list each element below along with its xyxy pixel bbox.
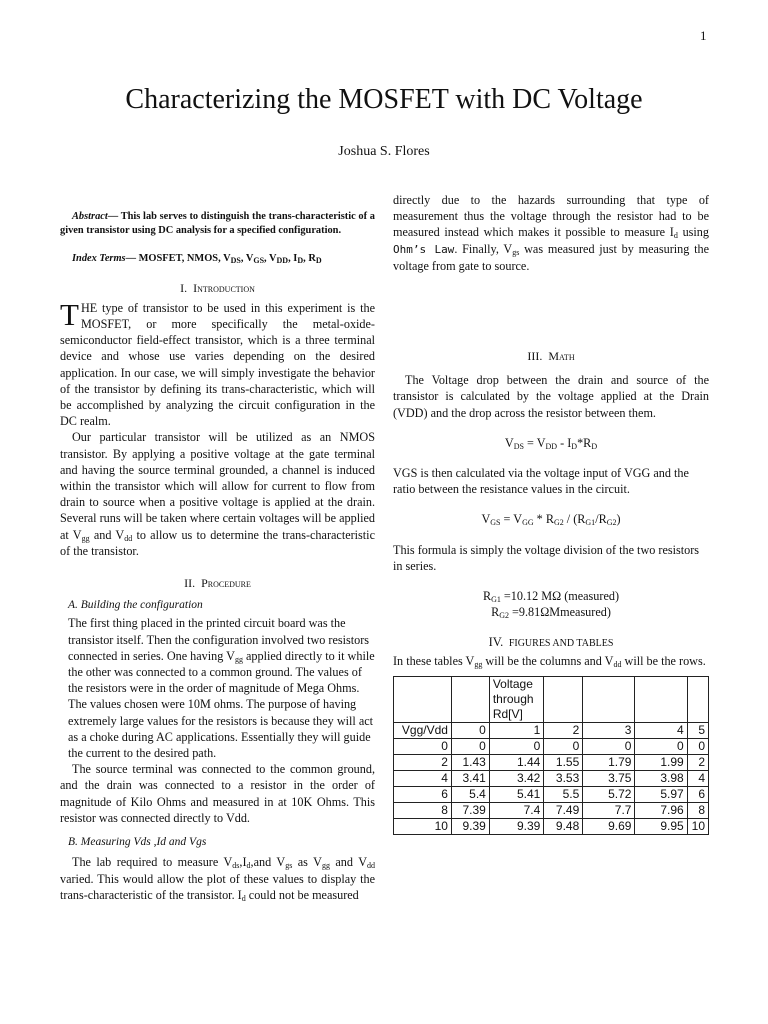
table-cell: 7.4 bbox=[489, 802, 543, 818]
table-cell: 3.75 bbox=[583, 770, 635, 786]
table-cell bbox=[544, 676, 583, 722]
table-row bbox=[394, 802, 709, 818]
table-cell: 3.53 bbox=[544, 770, 583, 786]
table-cell: 1 bbox=[489, 722, 543, 738]
intro-paragraph-2: Our particular transistor will be utilized as an NMOS transistor. By applying a positive voltage at the gate terminal and having the source terminal grounded, a channel is induced within the transistor which will allow for current to flow from drain to source when a positive voltage is applied at the drain. Several runs will be taken where certain voltages will be applied at $V_{gg}$ and $V_{dd}$ to allow us to determine the trans-characteristic of the transistor. bbox=[60, 430, 375, 558]
author-name: Joshua S. Flores bbox=[338, 144, 430, 159]
table-cell: 0 bbox=[544, 738, 583, 754]
table-cell: 1.55 bbox=[544, 754, 583, 770]
section-heading-math: III. Math bbox=[527, 349, 575, 364]
table-row bbox=[394, 818, 709, 834]
table-cell: 0 bbox=[451, 722, 489, 738]
procedure-paragraph-1: The first thing placed in the printed circuit board was the transistor itself. Then the configuration involved two resistors connected in series. One having $V_{gg}$ applied directly to it while the other was connected to a common ground. The values of the resistors were in the order of magnitude of Mega Ohms. The values chosen were 10M ohms. The purpose of having extremely large values for the resistors is because they will act as a choke during AC applications. Essentially they will guide the current to the desired path. bbox=[68, 616, 375, 761]
intro-paragraph-1: THE type of transistor to be used in this experiment is the MOSFET, or more specifically the metal-oxide-semiconductor field-effect transistor, which is a three terminal device and whose use varies depending on the desired application. In our case, we will simply investigate the behavior of the transistor by defining its trans-characteristic, which will be accomplished by analyzing the circuit configuration in the DC realm. bbox=[60, 296, 375, 429]
table-cell: 2 bbox=[687, 754, 708, 770]
table-cell: Voltage through Rd[V] bbox=[489, 676, 543, 722]
equation-vgs: $V_{GS} = V_{GG} * R_{G2} / (R_{G1}/R_{G2})$ bbox=[481, 512, 621, 528]
resistor-rg1-value: $R_{G1} =10.12$ MΩ (measured) bbox=[482, 589, 620, 605]
drop-cap: T bbox=[60, 296, 79, 332]
section-heading-introduction: I. Introduction bbox=[180, 280, 255, 295]
table-cell: 3.42 bbox=[489, 770, 543, 786]
section-heading-figures: IV. FIGURES AND TABLES bbox=[488, 635, 614, 650]
table-cell bbox=[451, 676, 489, 722]
table-cell: 1.44 bbox=[489, 754, 543, 770]
table-row bbox=[394, 770, 709, 786]
math-paragraph-2: VGS is then calculated via the voltage input of VGG and the ratio between the resistance values in the circuit. bbox=[393, 466, 689, 497]
table-cell: 4 bbox=[394, 770, 452, 786]
table-cell: 9.69 bbox=[583, 818, 635, 834]
table-cell bbox=[583, 676, 635, 722]
table-row bbox=[394, 786, 709, 802]
table-row bbox=[394, 722, 709, 738]
math-paragraph-3: This formula is simply the voltage division of the two resistors in series. bbox=[393, 542, 700, 573]
equation-vds: $V_{DS} = V_{DD} - I_D*R_D$ bbox=[504, 435, 598, 451]
table-cell: 0 bbox=[687, 738, 708, 754]
table-cell: 7.39 bbox=[451, 802, 489, 818]
table-cell: 1.99 bbox=[635, 754, 687, 770]
table-row bbox=[394, 676, 709, 722]
table-cell: 3.41 bbox=[451, 770, 489, 786]
table-cell: 6 bbox=[394, 786, 452, 802]
procedure-paragraph-2: The source terminal was connected to the common ground, and the drain was connected to a resistor in the order of magnitude of Kilo Ohms and measured in at 10K Ohms. This resistor was connected directly to Vdd. bbox=[60, 762, 375, 825]
left-column bbox=[60, 210, 375, 903]
table-cell: 5 bbox=[687, 722, 708, 738]
table-cell: 9.39 bbox=[489, 818, 543, 834]
subheading-building: A. Building the configuration bbox=[68, 599, 203, 612]
table-cell: 6 bbox=[687, 786, 708, 802]
table-row bbox=[394, 738, 709, 754]
table-cell: 0 bbox=[583, 738, 635, 754]
table-cell: 4 bbox=[635, 722, 687, 738]
table-cell: 0 bbox=[489, 738, 543, 754]
data-table bbox=[393, 676, 709, 835]
table-cell: 0 bbox=[635, 738, 687, 754]
table-cell bbox=[394, 676, 452, 722]
page-number: 1 bbox=[700, 28, 707, 43]
table-cell: 9.48 bbox=[544, 818, 583, 834]
figures-paragraph: In these tables $V_{gg}$ will be the columns and $V_{dd}$ will be the rows. bbox=[393, 653, 706, 669]
table-cell: 1.43 bbox=[451, 754, 489, 770]
index-terms: Index Terms— MOSFET, NMOS, $V_{DS}$, $V_{GS}$, $V_{DD}$, $I_D$, $R_D$ bbox=[72, 252, 322, 265]
table-cell bbox=[635, 676, 687, 722]
table-cell: 4 bbox=[687, 770, 708, 786]
table-cell: 8 bbox=[687, 802, 708, 818]
table-cell: 7.49 bbox=[544, 802, 583, 818]
abstract: Abstract— This lab serves to distinguish the trans-characteristic of a given transistor using DC analysis for a specified configuration. bbox=[60, 211, 375, 236]
table-cell: 1.79 bbox=[583, 754, 635, 770]
table-cell: Vgg/Vdd bbox=[394, 722, 452, 738]
procedure-paragraph-3: The lab required to measure $V_{ds},I_d,and$ $V_{gs}$ as $V_{gg}$ and $V_{dd}$ varied. This would allow the plot of these values to display the trans-characteristic of the transistor. $I_d$ could not be measured bbox=[60, 855, 375, 903]
section-heading-procedure: II. Procedure bbox=[184, 576, 251, 591]
table-cell: 5.72 bbox=[583, 786, 635, 802]
table-cell: 7.96 bbox=[635, 802, 687, 818]
table-cell: 10 bbox=[394, 818, 452, 834]
table-cell: 8 bbox=[394, 802, 452, 818]
right-column bbox=[393, 192, 709, 835]
table-cell: 0 bbox=[394, 738, 452, 754]
procedure-continued: directly due to the hazards surrounding that type of measurement thus the voltage through the resistor had to be measured instead which makes it possible to measure $I_d$ using Ohm’s Law. Finally, $V_{gs}$ was measured just by measuring the voltage from gate to source. bbox=[393, 193, 709, 273]
table-cell: 0 bbox=[451, 738, 489, 754]
table-cell: 3 bbox=[583, 722, 635, 738]
table-cell: 9.39 bbox=[451, 818, 489, 834]
table-cell: 9.95 bbox=[635, 818, 687, 834]
math-paragraph-1: The Voltage drop between the drain and source of the transistor is calculated by the voltage applied at the Drain (VDD) and the drop across the resistor between them. bbox=[393, 373, 709, 420]
table-row bbox=[394, 754, 709, 770]
table-cell: 10 bbox=[687, 818, 708, 834]
table-cell: 5.4 bbox=[451, 786, 489, 802]
paper-title: Characterizing the MOSFET with DC Voltage bbox=[125, 84, 643, 115]
subheading-measuring: B. Measuring Vds ,Id and Vgs bbox=[68, 836, 207, 849]
table-cell: 5.41 bbox=[489, 786, 543, 802]
table-cell: 5.97 bbox=[635, 786, 687, 802]
table-cell bbox=[687, 676, 708, 722]
resistor-rg2-value: $R_{G2}$ =9.81ΩMmeasured) bbox=[491, 605, 611, 621]
table-cell: 7.7 bbox=[583, 802, 635, 818]
table-cell: 2 bbox=[394, 754, 452, 770]
table-cell: 2 bbox=[544, 722, 583, 738]
table-cell: 3.98 bbox=[635, 770, 687, 786]
table-cell: 5.5 bbox=[544, 786, 583, 802]
